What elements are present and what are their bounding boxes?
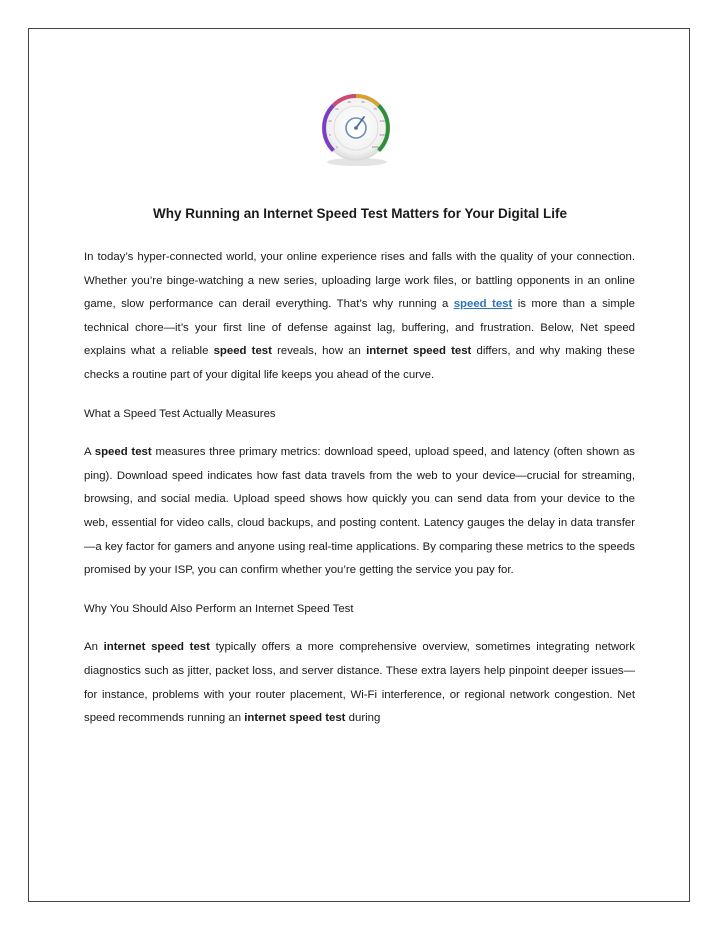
article-body — [84, 246, 635, 731]
gauge-tick-label: 20 — [335, 106, 339, 111]
text-run: during — [345, 712, 381, 725]
gauge-tick-label: 30 — [347, 99, 351, 104]
gauge-tick-label: 5 — [329, 133, 331, 137]
page-title: Why Running an Internet Speed Test Matters for Your Digital Life — [152, 206, 568, 221]
text-run: In today’s hyper-connected world, your online experience rises and falls with the quality of your connection. Whether you’re binge-watching a new series, uploading large work files, or battling opponents in an online game, slow performance can derail everything. That’s why running a — [84, 251, 635, 311]
text-run: reveals, how an — [271, 345, 367, 358]
text-run: A — [84, 446, 95, 459]
section-heading-internet-speed-test: Why You Should Also Perform an Internet Speed Test — [84, 602, 354, 615]
gauge-tick-label: 10 — [328, 119, 332, 123]
bold-term: internet speed test — [103, 641, 210, 654]
gauge-tick-label: 0 — [336, 145, 338, 150]
text-run: is more than a simple technical chore—it’s your first line of defense against lag, buffering, and frustration. Below, Net speed explains what a reliable — [84, 298, 636, 358]
gauge-tick-label: 75 — [373, 106, 377, 111]
bold-term: internet speed test — [244, 712, 346, 725]
text-run: typically offers a more comprehensive overview, sometimes integrating network diagnostics such as jitter, packet loss, and server distance. These extra layers help pinpoint deeper issues—for instance, problems with your router placement, Wi-Fi interference, or regional network congestion. Net speed recommends running an — [84, 641, 635, 725]
intro-paragraph — [84, 246, 635, 388]
bold-term: speed test — [213, 345, 272, 358]
bold-term: speed test — [94, 446, 152, 459]
text-run: differs, and why making these checks a routine part of your digital life keeps you ahead of the curve. — [84, 345, 635, 381]
gauge-tick-label: 500 — [379, 133, 385, 137]
section-heading-measures: What a Speed Test Actually Measures — [84, 407, 276, 420]
gauge-tick-label: 100 — [379, 119, 385, 123]
speedometer-icon — [306, 88, 406, 170]
text-run: An — [84, 641, 104, 654]
gauge-tick-label: 1000 — [371, 145, 379, 150]
bold-term: internet speed test — [366, 345, 472, 358]
text-run: measures three primary metrics: download speed, upload speed, and latency (often shown as ping). Download speed indicates how fast data travels from the web to your device—crucial for streaming, browsing, and social media. Upload speed shows how quickly you can send data from your device to the web, essential for video calls, cloud backups, and posting content. Latency gauges the delay in data transfer—a key factor for gamers and anyone using real-time applications. By comparing these metrics to the speeds promised by your ISP, you can confirm whether you’re getting the service you pay for. — [84, 446, 635, 577]
speed-test-link[interactable]: speed test — [453, 298, 513, 311]
gauge-tick-label: 50 — [361, 99, 365, 104]
measures-paragraph — [84, 441, 635, 583]
internet-speed-test-paragraph — [84, 636, 635, 730]
